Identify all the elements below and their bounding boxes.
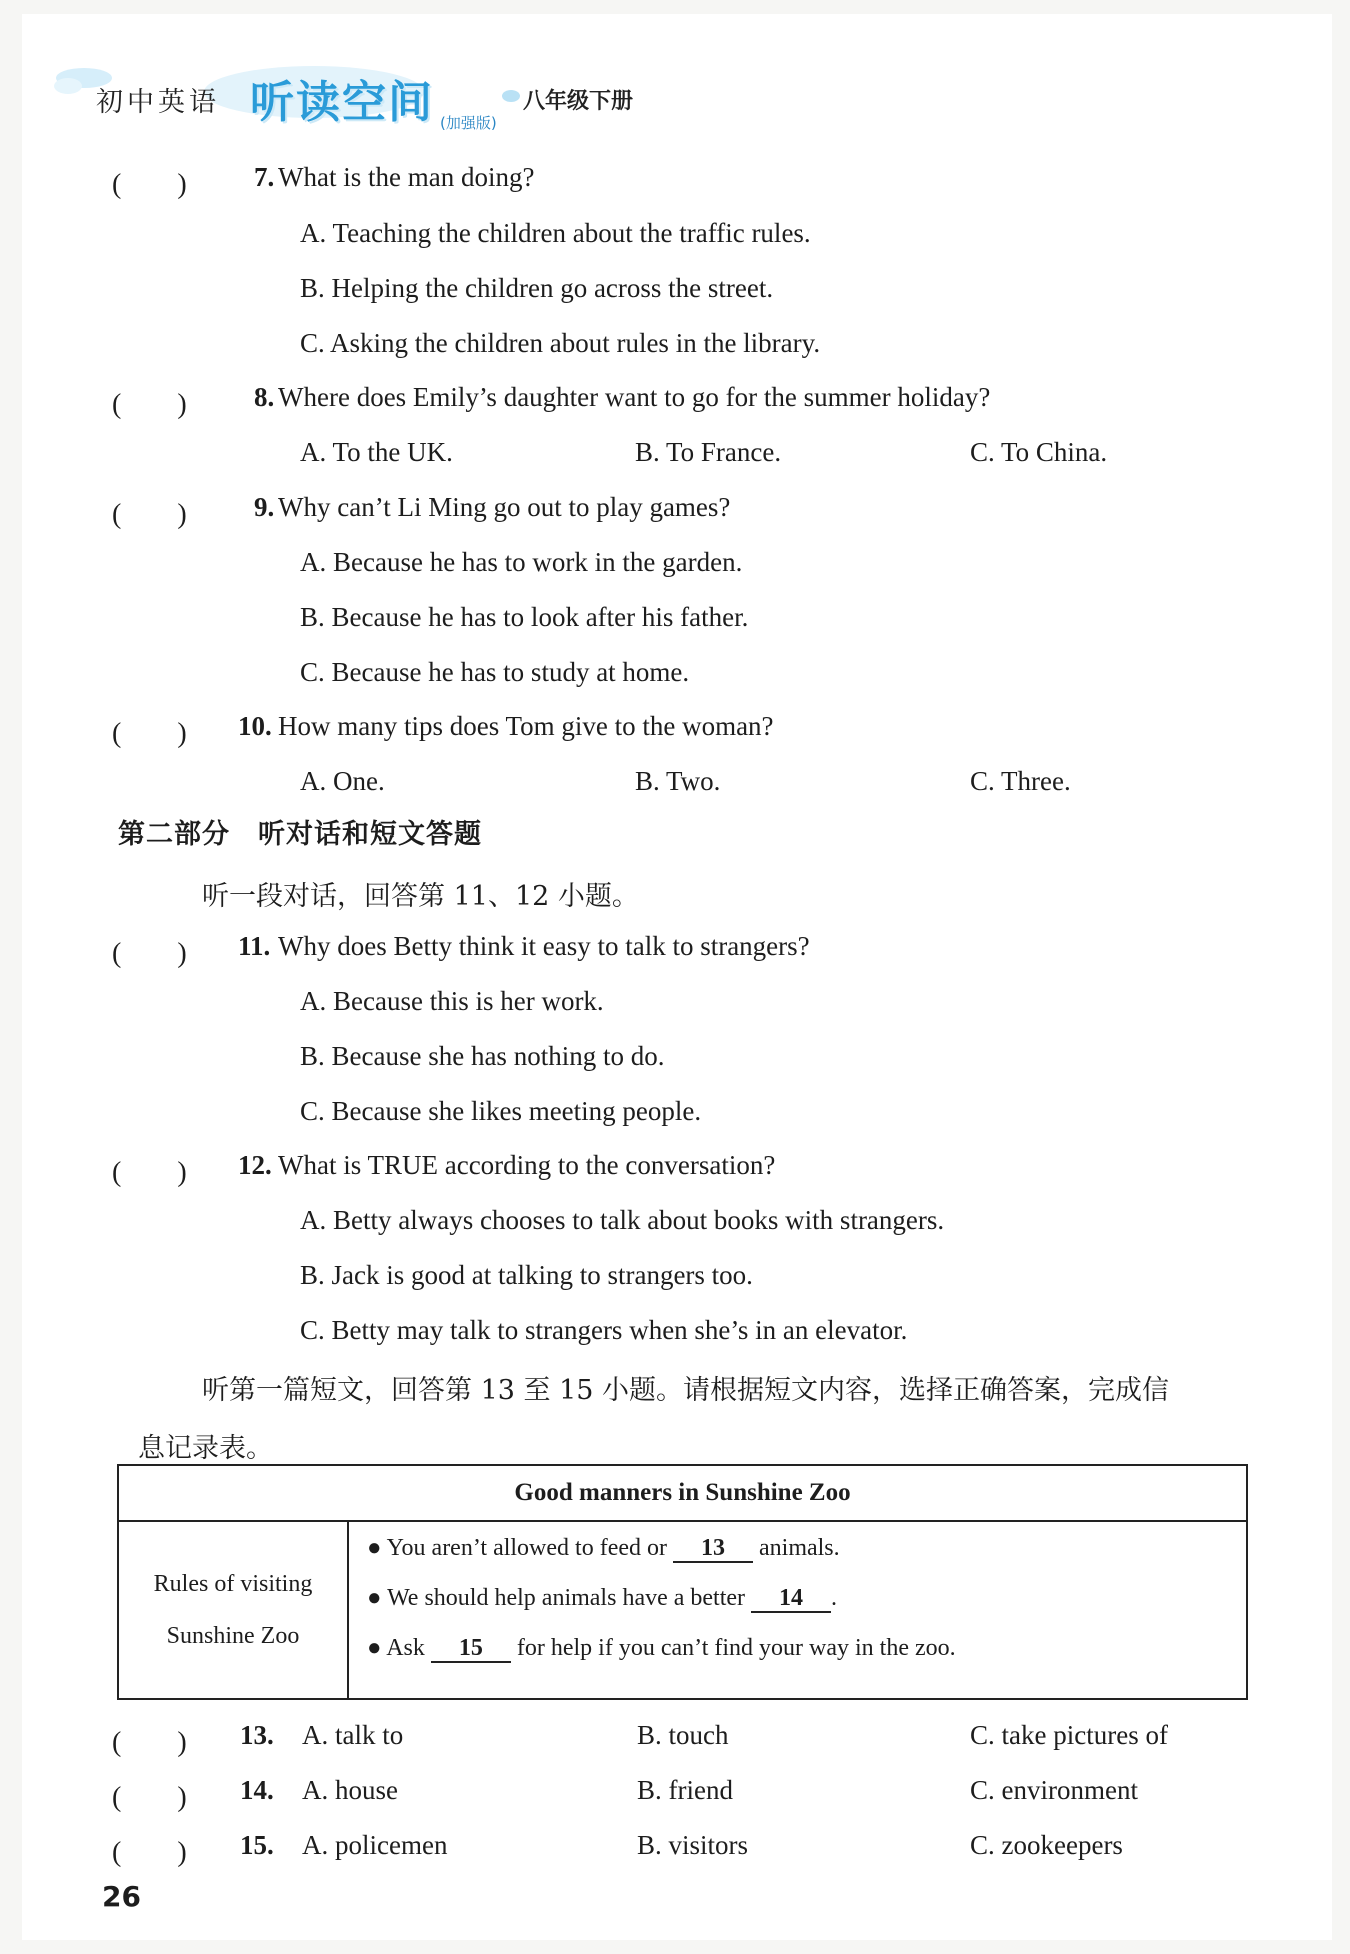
option-b: B. Because he has to look after his father. [300, 602, 749, 632]
option-b: B. touch [637, 1720, 729, 1750]
option-a: A. One. [300, 766, 385, 796]
grade-label: 八年级下册 [523, 89, 634, 114]
rule-text: Ask [386, 1635, 425, 1661]
question-15 [0, 1830, 1310, 1870]
question-8 [0, 382, 1310, 422]
option-b: B. Two. [635, 766, 721, 796]
option-a: A. Betty always chooses to talk about books with strangers. [300, 1205, 945, 1235]
option-a: A. policemen [302, 1830, 448, 1860]
answer-bracket[interactable]: ( ) [112, 718, 187, 749]
question-number: 8. [254, 382, 275, 412]
option-c: C. Because she likes meeting people. [300, 1096, 702, 1126]
question-number: 13. [240, 1720, 274, 1750]
section-heading: 第二部分 听对话和短文答题 [118, 819, 482, 850]
option-b: B. Helping the children go across the street. [300, 273, 774, 303]
question-number: 9. [254, 492, 275, 522]
option-c: C. take pictures of [970, 1720, 1168, 1750]
rules-list [348, 1521, 1247, 1699]
option-a: A. Because he has to work in the garden. [300, 547, 743, 577]
option-a: A. To the UK. [300, 437, 453, 467]
option-a: A. Teaching the children about the traffic rules. [300, 218, 811, 248]
option-b: B. To France. [635, 437, 782, 467]
option-a: A. house [302, 1775, 398, 1805]
row-label-line: Sunshine Zoo [166, 1623, 300, 1649]
option-b: B. Because she has nothing to do. [300, 1041, 665, 1071]
question-number: 7. [254, 162, 275, 192]
blank-15[interactable]: 15 [431, 1635, 511, 1663]
question-number: 15. [240, 1830, 274, 1860]
option-c: C. To China. [970, 437, 1108, 467]
question-7 [0, 162, 1310, 202]
question-number: 11. [238, 931, 271, 961]
question-9 [0, 492, 1310, 532]
question-number: 12. [238, 1150, 272, 1180]
question-stem: What is TRUE according to the conversation? [278, 1150, 776, 1180]
option-c: C. environment [970, 1775, 1138, 1805]
rule-text: for help if you can’t find your way in the zoo. [516, 1635, 956, 1661]
question-number: 10. [238, 711, 272, 741]
option-c: C. Betty may talk to strangers when she’s in an elevator. [300, 1315, 908, 1345]
question-13 [0, 1720, 1310, 1760]
rule-item [367, 1623, 1245, 1673]
question-stem: Where does Emily’s daughter want to go for the summer holiday? [278, 382, 991, 412]
page-header [60, 60, 760, 130]
answer-bracket[interactable]: ( ) [112, 1727, 187, 1758]
question-stem: Why can’t Li Ming go out to play games? [278, 492, 731, 522]
bullet-icon: ● [367, 1535, 382, 1561]
rule-text: You aren’t allowed to feed or [386, 1535, 667, 1561]
table-row-label [118, 1521, 348, 1699]
instruction-text: 听一段对话，回答第 11、12 小题。 [202, 881, 639, 912]
option-c: C. Three. [970, 766, 1071, 796]
rule-text: We should help animals have a better [387, 1585, 746, 1611]
answer-bracket[interactable]: ( ) [112, 169, 187, 200]
question-11 [0, 931, 1310, 971]
answer-bracket[interactable]: ( ) [112, 1157, 187, 1188]
question-12 [0, 1150, 1310, 1190]
option-a: A. talk to [302, 1720, 404, 1750]
answer-bracket[interactable]: ( ) [112, 389, 187, 420]
option-b: B. Jack is good at talking to strangers too. [300, 1260, 753, 1290]
subject-title: 初中英语 [96, 87, 220, 118]
option-b: B. visitors [637, 1830, 749, 1860]
info-record-table [117, 1464, 1248, 1700]
bullet-icon: ● [367, 1635, 382, 1661]
option-c: C. Because he has to study at home. [300, 657, 690, 687]
rule-text: animals. [759, 1535, 840, 1561]
rule-text: . [831, 1585, 838, 1611]
edition-label: (加强版) [440, 114, 497, 132]
bullet-icon: ● [367, 1585, 382, 1611]
question-stem: Why does Betty think it easy to talk to strangers? [278, 931, 810, 961]
question-stem: What is the man doing? [278, 162, 535, 192]
answer-bracket[interactable]: ( ) [112, 938, 187, 969]
page-number: 26 [102, 1880, 141, 1913]
cloud-dot-icon [502, 90, 520, 102]
question-14 [0, 1775, 1310, 1815]
answer-bracket[interactable]: ( ) [112, 499, 187, 530]
question-stem: How many tips does Tom give to the woman? [278, 711, 774, 741]
option-a: A. Because this is her work. [300, 986, 604, 1016]
instruction-text: 息记录表。 [138, 1433, 273, 1464]
brand-logo-text: 听读空间 [250, 77, 434, 128]
question-10 [0, 711, 1310, 751]
answer-bracket[interactable]: ( ) [112, 1837, 187, 1868]
rule-item [367, 1573, 1245, 1623]
option-c: C. Asking the children about rules in the library. [300, 328, 821, 358]
option-c: C. zookeepers [970, 1830, 1123, 1860]
option-b: B. friend [637, 1775, 733, 1805]
blank-13[interactable]: 13 [673, 1535, 753, 1563]
answer-bracket[interactable]: ( ) [112, 1782, 187, 1813]
blank-14[interactable]: 14 [751, 1585, 831, 1613]
row-label-line: Rules of visiting [153, 1571, 313, 1597]
question-number: 14. [240, 1775, 274, 1805]
instruction-text: 听第一篇短文，回答第 13 至 15 小题。请根据短文内容，选择正确答案，完成信 [202, 1375, 1170, 1406]
table-title: Good manners in Sunshine Zoo [118, 1465, 1247, 1521]
rule-item [367, 1523, 1245, 1573]
